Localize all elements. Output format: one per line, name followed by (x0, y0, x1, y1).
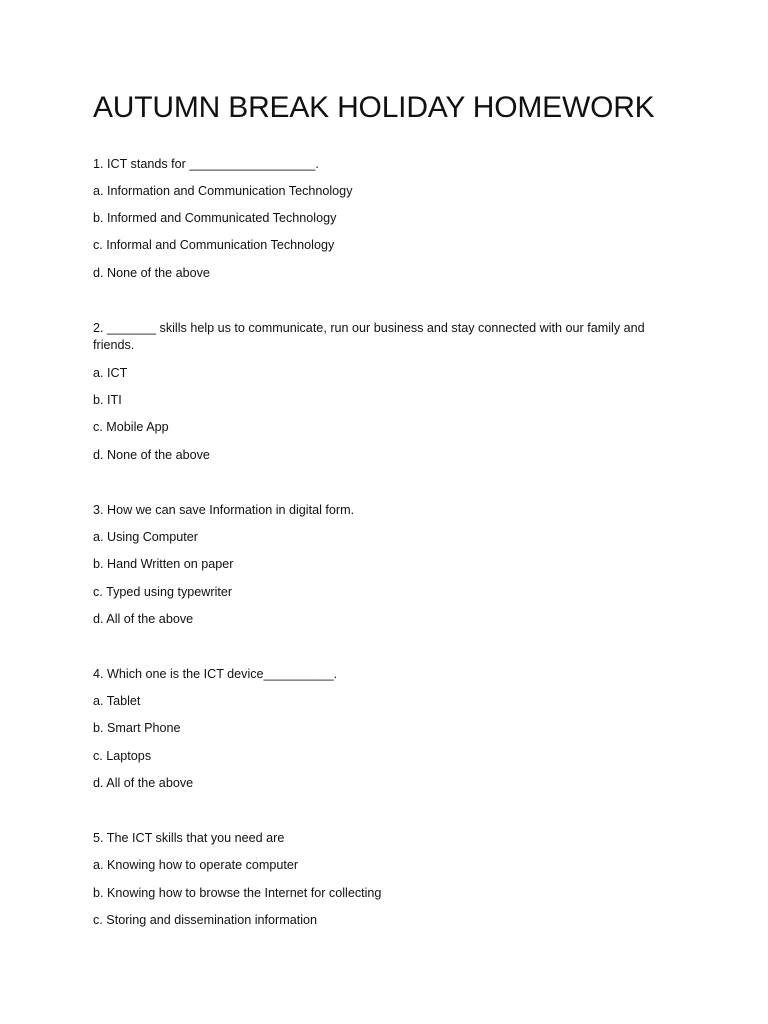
question-4-prompt: 4. Which one is the ICT device__________. (93, 667, 338, 681)
question-2-option-d: d. None of the above (93, 448, 210, 462)
question-3-prompt: 3. How we can save Information in digital form. (93, 503, 355, 517)
question-3-option-a: a. Using Computer (93, 530, 198, 544)
question-1-prompt: 1. ICT stands for __________________. (93, 157, 319, 171)
question-1-option-d: d. None of the above (93, 266, 210, 280)
question-5-prompt: 5. The ICT skills that you need are (93, 831, 285, 845)
question-4-option-b: b. Smart Phone (93, 721, 181, 735)
question-2-prompt: 2. _______ skills help us to communicate, run our business and stay connected with our family and friends. (93, 321, 645, 352)
question-5-option-c: c. Storing and dissemination information (93, 913, 318, 927)
question-3-option-b: b. Hand Written on paper (93, 557, 234, 571)
question-5-option-a: a. Knowing how to operate computer (93, 858, 299, 872)
question-2-option-a: a. ICT (93, 366, 128, 380)
question-3-option-c: c. Typed using typewriter (93, 585, 233, 599)
question-4-option-c: c. Laptops (93, 749, 152, 763)
question-2-option-c: c. Mobile App (93, 420, 169, 434)
page-title: AUTUMN BREAK HOLIDAY HOMEWORK (93, 91, 655, 124)
question-1-option-b: b. Informed and Communicated Technology (93, 211, 337, 225)
question-5-option-b: b. Knowing how to browse the Internet for collecting (93, 886, 382, 900)
question-3-option-d: d. All of the above (93, 612, 194, 626)
question-1-option-a: a. Information and Communication Technology (93, 184, 353, 198)
question-2-option-b: b. ITI (93, 393, 122, 407)
question-4-option-a: a. Tablet (93, 694, 141, 708)
question-4-option-d: d. All of the above (93, 776, 194, 790)
question-1-option-c: c. Informal and Communication Technology (93, 238, 335, 252)
